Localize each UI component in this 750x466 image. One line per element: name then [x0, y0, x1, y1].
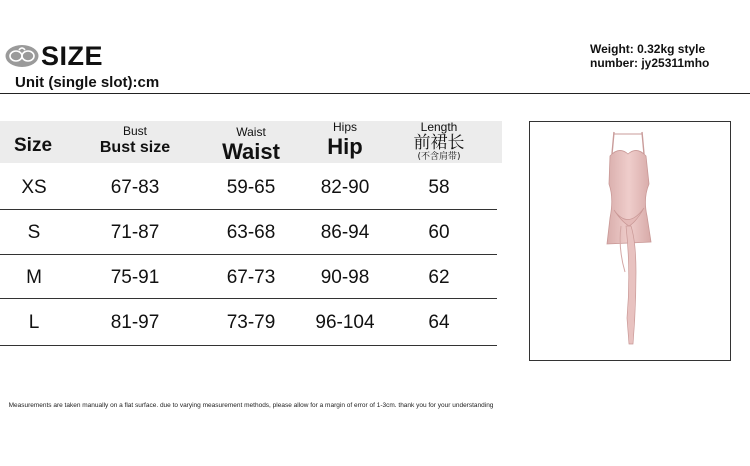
column-header-bust-label: Bust size [99, 139, 171, 156]
column-header-hips [305, 121, 385, 160]
column-header-waist [211, 126, 291, 164]
column-header-size: Size [14, 135, 53, 156]
cell-length: 62 [428, 267, 450, 288]
column-header-length-sub: (不含肩带) [417, 152, 461, 162]
product-meta [590, 42, 709, 70]
hanger-logo-icon [5, 44, 39, 68]
measurement-note: Measurements are taken manually on a flat surface. due to varying measurement methods, please allow for a margin of error of 1-3cm. thank you for your understanding [8, 402, 494, 409]
table-row [0, 210, 497, 255]
cell-bust: 71-87 [110, 222, 160, 243]
column-header-hips-label: Hip [327, 134, 363, 159]
cell-bust: 75-91 [110, 267, 160, 288]
column-header-waist-label: Waist [222, 139, 280, 164]
row-divider [0, 345, 497, 346]
weight-text: Weight: 0.32kg style [590, 42, 706, 56]
dress-illustration [530, 122, 730, 360]
cell-bust: 81-97 [110, 312, 160, 333]
cell-hips: 86-94 [320, 222, 370, 243]
column-header-length [399, 121, 479, 162]
header-divider [0, 93, 750, 94]
column-header-waist-small: Waist [236, 125, 266, 139]
page-title: SIZE [41, 41, 104, 71]
cell-size: L [28, 312, 40, 333]
column-header-bust [95, 125, 175, 157]
unit-label: Unit (single slot):cm [15, 74, 160, 91]
cell-waist: 67-73 [226, 267, 276, 288]
cell-hips: 96-104 [315, 312, 375, 333]
column-header-hips-small: Hips [332, 120, 357, 134]
cell-length: 64 [428, 312, 450, 333]
column-header-length-small: Length [420, 120, 458, 134]
cell-waist: 73-79 [226, 312, 276, 333]
cell-size: XS [21, 177, 47, 198]
cell-length: 60 [428, 222, 450, 243]
table-row [0, 165, 497, 210]
cell-hips: 82-90 [320, 177, 370, 198]
row-divider [0, 298, 497, 299]
table-row [0, 300, 497, 345]
cell-size: S [27, 222, 41, 243]
cell-size: M [26, 267, 42, 288]
product-photo [529, 121, 731, 361]
cell-bust: 67-83 [110, 177, 160, 198]
cell-waist: 63-68 [226, 222, 276, 243]
column-header-bust-small: Bust [122, 124, 147, 138]
table-row [0, 255, 497, 300]
style-number-text: number: jy25311mho [590, 56, 710, 70]
cell-hips: 90-98 [320, 267, 370, 288]
column-header-length-label: 前裙长 [413, 133, 465, 153]
cell-waist: 59-65 [226, 177, 276, 198]
cell-length: 58 [428, 177, 450, 198]
